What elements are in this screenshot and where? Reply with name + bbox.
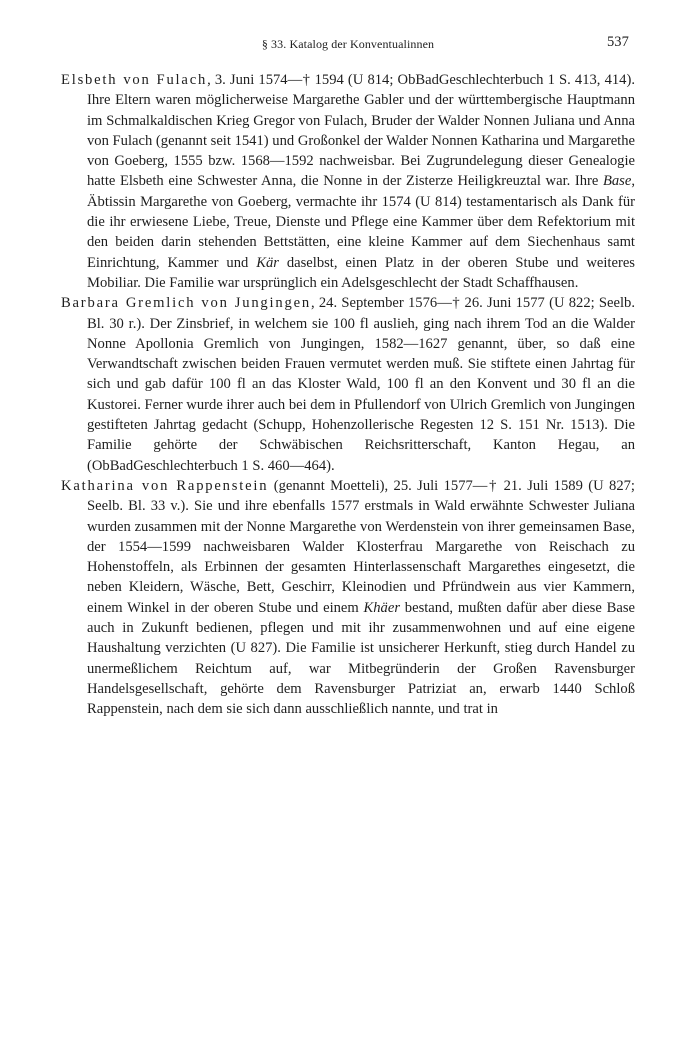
entry-name: Barbara Gremlich von Jungingen bbox=[61, 295, 311, 312]
catalog-body bbox=[61, 70, 635, 720]
entry-italic-term: Kär bbox=[256, 254, 279, 271]
entry-text: , Äbtissin Margarethe von Goeberg, vermachte ihr 1574 (U 814) testamentarisch als Dank für die ihr erwiesene Liebe, Treue, Dienste und Pflege eine Kammer über dem Refektorium mit den beiden darin stehenden Bettstätten, eine kleine Kammer auf dem Siechenhaus samt Einrichtung, Kammer und bbox=[87, 173, 635, 271]
page-number: 537 bbox=[606, 34, 629, 50]
catalog-entry-katharina-von-rappenstein bbox=[61, 476, 635, 720]
entry-text: bestand, mußten dafür aber diese Base auch in Zukunft bedienen, pflegen und mit ihr zusammenwohnen und auf eine eigene Haushaltung verzichten (U 827). Die Familie ist unsicherer Herkunft, stieg durch Handel zu unermeßlichem Reichtum auf, war Mitbegründerin der Großen Ravensburger Handelsgesellschaft, gehörte dem Ravensburger Patriziat an, erwarb 1440 Schloß Rappenstein, nach dem sie sich dann ausschließlich nannte, und trat in bbox=[87, 599, 635, 718]
running-head bbox=[61, 34, 635, 56]
running-head-title: § 33. Katalog der Konventualinnen bbox=[261, 37, 435, 51]
entry-text: (genannt Moetteli), 25. Juli 1577—† 21. Juli 1589 (U 827; Seelb. Bl. 33 v.). Sie und ihre ebenfalls 1577 erstmals in Wald erwähnte Schwester Juliana wurden zusammen mit der Nonne Margarethe von Werdenstein von ihrer gemeinsamen Base, der 1554—1599 nachweisbaren Walder Klosterfrau Margarethe von Reischach zu Hohenstoffeln, als Erbinnen der gesamten Hinterlassenschaft Margarethes eingesetzt, die neben Kleidern, Wäsche, Bett, Geschirr, Kleinodien und Pfründwein aus vier Kammern, einem Winkel in der oberen Stube und einem bbox=[87, 477, 635, 616]
entry-text: , 3. Juni 1574—† 1594 (U 814; ObBadGeschlechterbuch 1 S. 413, 414). Ihre Eltern waren möglicherweise Margarethe Gabler und der württembergische Hauptmann im Schmalkaldischen Krieg Gregor von Fulach, Bruder der Walder Nonnen Juliana und Anna von Fulach (genannt seit 1541) und Großonkel der Walder Nonnen Katharina und Margarethe von Goeberg, 1555 bzw. 1568—1592 nachweisbar. Bei Zugrundelegung dieser Genealogie hatte Elsbeth eine Schwester Anna, die Nonne in der Zisterze Heiligkreuztal war. Ihre bbox=[87, 72, 635, 190]
entry-text: , 24. September 1576—† 26. Juni 1577 (U 822; Seelb. Bl. 30 r.). Der Zinsbrief, in welchem sie 100 fl auslieh, ging nach ihrem Tod an die Walder Nonne Apollonia Gremlich von Jungingen, 1582—1627 genannt, über, so daß eine Verwandtschaft zwischen beiden Frauen vermutet werden muß. Sie stiftete einen Jahrtag für sich und gab dafür 100 fl an das Kloster Wald, 100 fl an den Konvent und 30 fl an die Kustorei. Ferner wurde ihrer auch bei dem in Pfullendorf von Ulrich Gremlich von Jungingen gestifteten Jahrtag gedacht (Schupp, Hohenzollerische Regesten 12 S. 151 Nr. 1513). Die Familie gehörte der Schwäbischen Reichsritterschaft, Kanton Hegau, an (ObBadGeschlechterbuch 1 S. 460—464). bbox=[87, 295, 636, 474]
entry-text: daselbst, einen Platz in der oberen Stube und weiteres Mobiliar. Die Familie war ursprünglich ein Adelsgeschlecht der Stadt Schaffhausen. bbox=[87, 254, 635, 291]
entry-italic-term: Khäer bbox=[363, 599, 401, 616]
entry-name: Katharina von Rappenstein bbox=[61, 477, 269, 494]
entry-italic-term: Base bbox=[602, 173, 632, 190]
catalog-entry-barbara-gremlich-von-jungingen bbox=[61, 293, 635, 476]
entry-name: Elsbeth von Fulach bbox=[61, 72, 208, 88]
catalog-entry-elsbeth-von-fulach bbox=[61, 70, 635, 293]
book-page bbox=[61, 34, 635, 720]
